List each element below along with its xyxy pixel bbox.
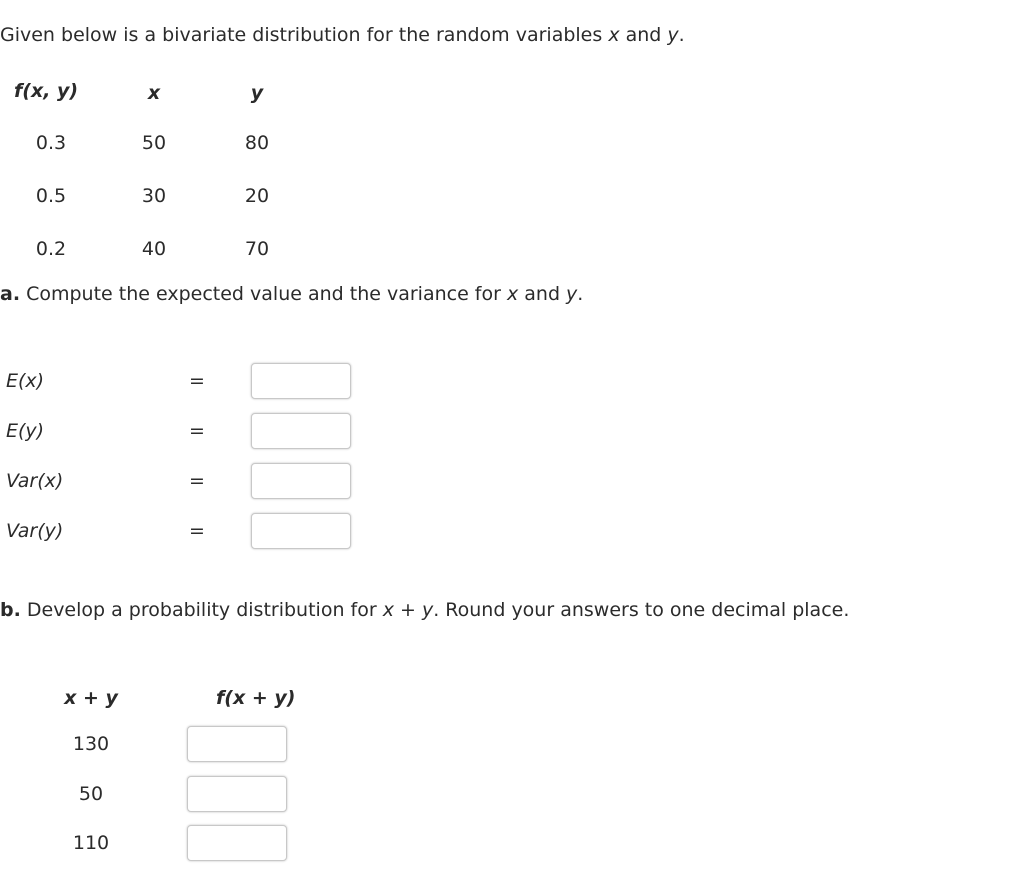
var-y: y	[421, 599, 434, 621]
plus-sign: +	[393, 599, 422, 621]
equals-sign: =	[189, 370, 205, 392]
equals-sign: =	[189, 520, 205, 542]
vary-input[interactable]	[251, 513, 351, 549]
part-a-label: a.	[0, 283, 21, 305]
var-x: x	[608, 24, 620, 46]
table-cell-prob: 0.2	[35, 238, 67, 260]
table-cell-y: 70	[244, 238, 270, 260]
sum-value: 110	[72, 832, 110, 854]
table-cell-y: 20	[244, 185, 270, 207]
fsum-130-input[interactable]	[187, 726, 287, 762]
ey-input[interactable]	[251, 413, 351, 449]
table-cell-x: 30	[141, 185, 167, 207]
intro-period: .	[678, 24, 685, 46]
table-cell-x: 50	[141, 132, 167, 154]
label-vary: Var(y)	[6, 520, 64, 542]
intro-text-segment: Given below is a bivariate distribution for the random variables	[0, 24, 609, 46]
var-x: x	[506, 283, 519, 305]
header-fxy: f(x, y)	[14, 80, 79, 102]
part-a-prompt	[0, 283, 583, 305]
label-ex: E(x)	[6, 370, 45, 392]
part-a-text: Compute the expected value and the variance for	[20, 283, 507, 305]
part-b-text: Develop a probability distribution for	[20, 599, 383, 621]
header-fsum: f(x + y)	[216, 687, 296, 709]
label-varx: Var(x)	[6, 470, 64, 492]
var-y: y	[566, 283, 578, 305]
header-y: y	[250, 82, 264, 104]
part-b-text-after: . Round your answers to one decimal place.	[433, 599, 850, 621]
part-a-period: .	[577, 283, 584, 305]
fsum-110-input[interactable]	[187, 825, 287, 861]
fsum-50-input[interactable]	[187, 776, 287, 812]
equals-sign: =	[189, 470, 205, 492]
ex-input[interactable]	[251, 363, 351, 399]
sum-value: 50	[78, 783, 104, 805]
sum-value: 130	[72, 733, 110, 755]
header-x: x	[147, 82, 161, 104]
label-ey: E(y)	[6, 420, 45, 442]
table-cell-x: 40	[141, 238, 167, 260]
var-x: x	[382, 599, 394, 621]
table-cell-prob: 0.5	[35, 185, 67, 207]
equals-sign: =	[189, 420, 205, 442]
intro-and: and	[619, 24, 668, 46]
part-b-label: b.	[0, 599, 21, 621]
table-cell-prob: 0.3	[35, 132, 67, 154]
header-sum: x + y	[64, 687, 118, 709]
part-b-prompt	[0, 599, 849, 621]
var-y: y	[667, 24, 679, 46]
table-cell-y: 80	[244, 132, 270, 154]
varx-input[interactable]	[251, 463, 351, 499]
intro-text	[0, 24, 685, 46]
part-a-and: and	[518, 283, 567, 305]
